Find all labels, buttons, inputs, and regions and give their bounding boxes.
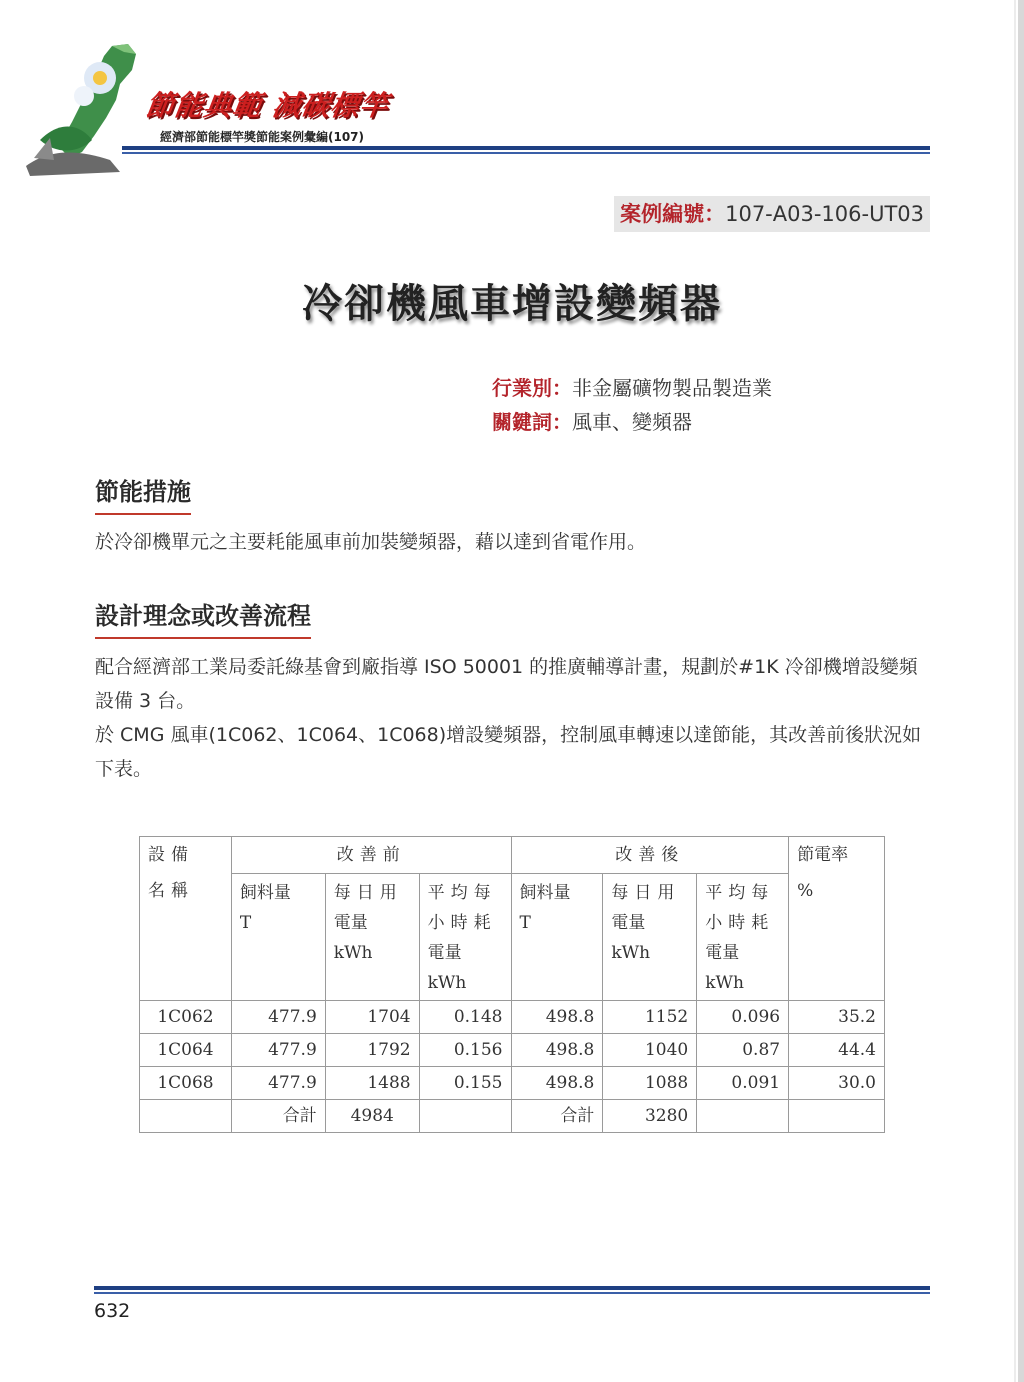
- cell-before-hourly: 0.155: [419, 1067, 511, 1100]
- footer-rule: [94, 1286, 930, 1290]
- table-row: [140, 1001, 885, 1034]
- header-rule-thin: [122, 152, 930, 154]
- feed-line1: 飼料量: [519, 883, 571, 903]
- cell-total-label-after: 合計: [511, 1100, 603, 1133]
- design-text: [95, 650, 935, 786]
- cell-saving: 44.4: [789, 1034, 885, 1067]
- cell-total-before-daily: 4984: [325, 1100, 419, 1133]
- daily-line2: 電量: [611, 913, 646, 933]
- cell-before-feed: 477.9: [231, 1067, 325, 1100]
- hourly-line2: 小時耗: [427, 913, 497, 933]
- daily-line3: kWh: [333, 943, 373, 963]
- case-number-value: 107-A03-106-UT03: [725, 202, 924, 226]
- table-total-row: [140, 1100, 885, 1133]
- cell-saving: 35.2: [789, 1001, 885, 1034]
- hourly-line3: 電量: [427, 943, 462, 963]
- cell-before-daily: 1704: [325, 1001, 419, 1034]
- cell-after-hourly: 0.87: [697, 1034, 789, 1067]
- header-saving-line2: %: [797, 881, 814, 901]
- hourly-line4: kWh: [427, 973, 467, 993]
- cell-saving: 30.0: [789, 1067, 885, 1100]
- keywords-label: 關鍵詞：: [492, 410, 572, 434]
- cell-empty: [697, 1100, 789, 1133]
- hourly-line4: kWh: [705, 973, 744, 993]
- table-header-row: [140, 837, 885, 874]
- case-number-badge: [614, 196, 930, 232]
- table-subheader-row: [140, 874, 885, 1001]
- feed-line2: T: [519, 913, 531, 933]
- header-saving: [789, 837, 885, 1001]
- page-edge: [1018, 0, 1024, 1382]
- cell-before-feed: 477.9: [231, 1001, 325, 1034]
- cell-before-daily: 1792: [325, 1034, 419, 1067]
- subheader-after-daily: [603, 874, 697, 1001]
- cell-total-after-daily: 3280: [603, 1100, 697, 1133]
- cell-after-feed: 498.8: [511, 1001, 603, 1034]
- cell-name: 1C064: [140, 1034, 232, 1067]
- improvement-table: [139, 836, 885, 1133]
- page-number: 632: [94, 1300, 131, 1322]
- cell-after-feed: 498.8: [511, 1067, 603, 1100]
- cell-before-daily: 1488: [325, 1067, 419, 1100]
- page-edge-inner: [1014, 0, 1016, 1382]
- cell-before-feed: 477.9: [231, 1034, 325, 1067]
- subheader-before-daily: [325, 874, 419, 1001]
- case-number-label: 案例編號：: [620, 202, 726, 226]
- cell-empty: [419, 1100, 511, 1133]
- industry-label: 行業別：: [492, 376, 572, 400]
- subheader-before-feed: [231, 874, 325, 1001]
- keywords-row: [492, 406, 692, 435]
- cell-after-hourly: 0.096: [697, 1001, 789, 1034]
- daily-line2: 電量: [333, 913, 368, 933]
- daily-line3: kWh: [611, 943, 651, 963]
- daily-line1: 每日用: [333, 883, 403, 903]
- cell-empty: [789, 1100, 885, 1133]
- subheader-after-hourly: [697, 874, 789, 1001]
- subheader-after-feed: [511, 874, 603, 1001]
- header-rule: [122, 146, 930, 150]
- industry-row: [492, 372, 772, 401]
- design-paragraph-1: 配合經濟部工業局委託綠基會到廠指導 ISO 50001 的推廣輔導計畫，規劃於#1K 冷卻機增設變頻設備 3 台。: [95, 656, 918, 712]
- keywords-value: 風車、變頻器: [572, 410, 692, 434]
- feed-line2: T: [239, 913, 252, 933]
- cell-after-feed: 498.8: [511, 1034, 603, 1067]
- daily-line1: 每日用: [611, 883, 681, 903]
- industry-value: 非金屬礦物製品製造業: [572, 376, 772, 400]
- section-title-measures: 節能措施: [95, 472, 191, 515]
- cell-before-hourly: 0.156: [419, 1034, 511, 1067]
- cell-after-daily: 1040: [603, 1034, 697, 1067]
- table-row: [140, 1034, 885, 1067]
- header-before: 改善前: [231, 837, 511, 874]
- subheader-before-hourly: [419, 874, 511, 1001]
- header-equipment-line1: 設備: [148, 845, 194, 865]
- measures-paragraph: 於冷卻機單元之主要耗能風車前加裝變頻器，藉以達到省電作用。: [95, 531, 647, 553]
- header-equipment-line2: 名稱: [148, 881, 194, 901]
- cell-empty: [140, 1100, 232, 1133]
- page-title: 冷卻機風車增設變頻器: [302, 281, 722, 327]
- header-saving-line1: 節電率: [797, 845, 849, 865]
- cell-total-label-before: 合計: [231, 1100, 325, 1133]
- cell-after-daily: 1088: [603, 1067, 697, 1100]
- brand-subtitle: 經濟部節能標竿獎節能案例彙編(107): [160, 130, 365, 144]
- cell-name: 1C062: [140, 1001, 232, 1034]
- taiwan-logo-icon: [20, 40, 160, 180]
- brand-title: 節能典範 減碳標竿: [143, 89, 391, 122]
- feed-line1: 飼料量: [239, 883, 291, 903]
- table-row: [140, 1067, 885, 1100]
- cell-after-daily: 1152: [603, 1001, 697, 1034]
- cell-name: 1C068: [140, 1067, 232, 1100]
- footer-rule-thin: [94, 1292, 930, 1294]
- header-after: 改善後: [511, 837, 789, 874]
- header-equipment: [140, 837, 232, 1001]
- section-title-design: 設計理念或改善流程: [95, 596, 311, 639]
- hourly-line1: 平均每: [705, 883, 775, 903]
- hourly-line3: 電量: [705, 943, 740, 963]
- cell-after-hourly: 0.091: [697, 1067, 789, 1100]
- cell-before-hourly: 0.148: [419, 1001, 511, 1034]
- hourly-line1: 平均每: [427, 883, 497, 903]
- design-paragraph-2: 於 CMG 風車(1C062、1C064、1C068)增設變頻器，控制風車轉速以達節能，其改善前後狀況如下表。: [95, 724, 922, 780]
- hourly-line2: 小時耗: [705, 913, 775, 933]
